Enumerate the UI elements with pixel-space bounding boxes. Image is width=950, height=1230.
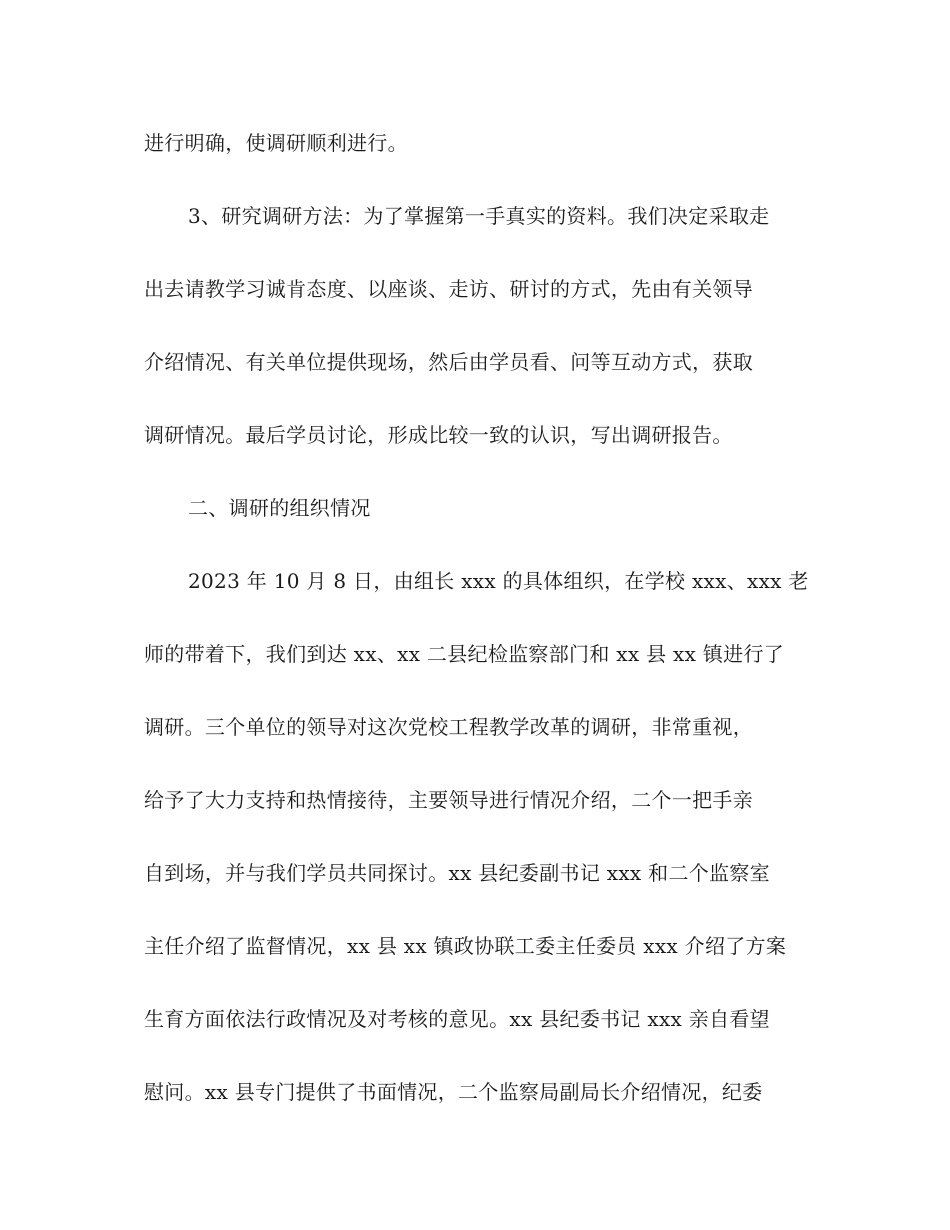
paragraph-line: 生育方面依法行政情况及对考核的意见。xx 县纪委书记 xxx 亲自看望	[144, 1007, 770, 1031]
paragraph-line: 介绍情况、有关单位提供现场，然后由学员看、问等互动方式，获取	[144, 350, 753, 374]
section-heading: 二、调研的组织情况	[188, 496, 371, 520]
paragraph-line: 师的带着下，我们到达 xx、xx 二县纪检监察部门和 xx 县 xx 镇进行了	[144, 642, 785, 666]
paragraph-line: 自到场，并与我们学员共同探讨。xx 县纪委副书记 xxx 和二个监察室	[144, 861, 770, 885]
paragraph-line: 3、研究调研方法：为了掌握第一手真实的资料。我们决定采取走	[188, 204, 770, 228]
paragraph-line: 主任介绍了监督情况，xx 县 xx 镇政协联工委主任委员 xxx 介绍了方案	[144, 934, 787, 958]
paragraph-line: 进行明确，使调研顺利进行。	[144, 131, 408, 155]
paragraph-line: 调研。三个单位的领导对这次党校工程教学改革的调研，非常重视，	[144, 715, 753, 739]
paragraph-line: 慰问。xx 县专门提供了书面情况，二个监察局副局长介绍情况，纪委	[144, 1080, 763, 1104]
paragraph-line: 2023 年 10 月 8 日，由组长 xxx 的具体组织，在学校 xxx、xxx 老	[188, 569, 809, 593]
paragraph-line: 给予了大力支持和热情接待，主要领导进行情况介绍，二个一把手亲	[144, 788, 753, 812]
paragraph-line: 调研情况。最后学员讨论，形成比较一致的认识，写出调研报告。	[144, 423, 733, 447]
paragraph-line: 出去请教学习诚肯态度、以座谈、走访、研讨的方式，先由有关领导	[144, 277, 753, 301]
